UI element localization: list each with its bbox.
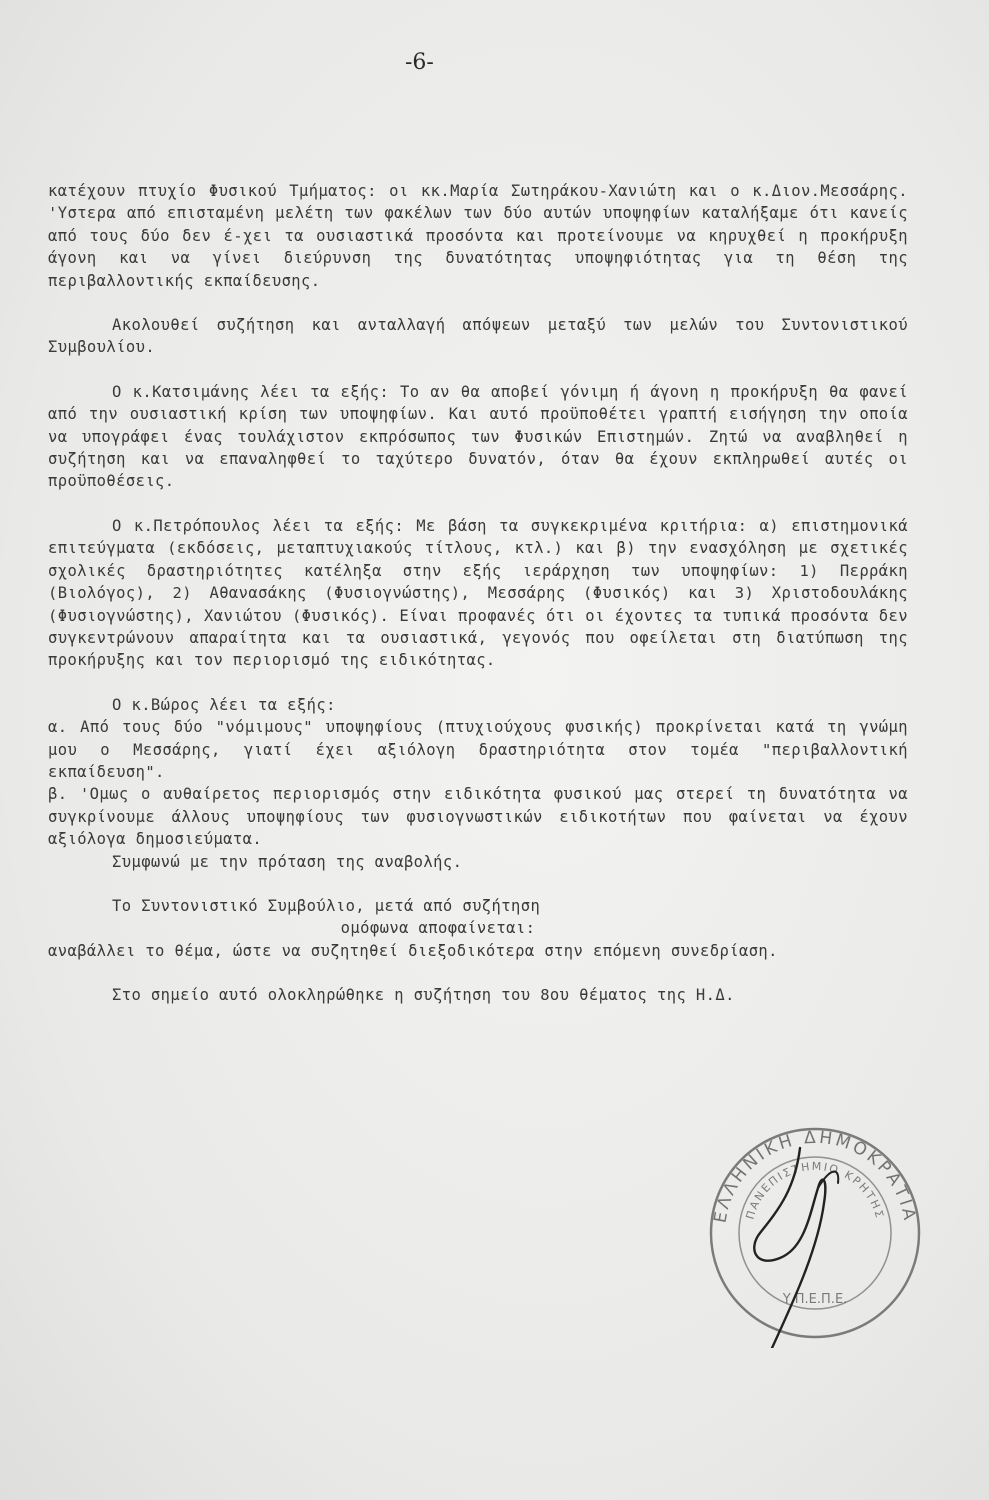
closing-statement: Στο σημείο αυτό ολοκληρώθηκε η συζήτηση του 8ου θέματος της Η.Δ. <box>112 986 735 1005</box>
document-body <box>48 180 908 1007</box>
official-stamp-with-signature <box>700 1118 930 1348</box>
council-statement: Το Συντονιστικό Συμβούλιο, μετά από συζήτηση <box>112 896 541 915</box>
council-unanimous: ομόφωνα αποφαίνεται: <box>340 919 536 938</box>
paragraph-petropoulos: Ο κ.Πετρόπουλος λέει τα εξής: Με βάση τα συγκεκριμένα κριτήρια: α) επιστημονικά επιτεύγματα (εκδόσεις, μεταπτυχιακούς τίτλους, κτλ.) και β) την ενασχόληση με σχετικές σχολικές δραστηριότητες κατέληξα στην εξής ιεράρχηση των υποψηφίων: 1) Περράκη (Βιολόγος), 2) Αθανασάκης (Φυσιογνώστης), Μεσσάρης (Φυσικός) και 3) Χριστοδουλάκης (Φυσιογνώστης), Χανιώτου (Φυσικός). Είναι προφανές ότι οι έχοντες τα τυπικά προσόντα δεν συγκεντρώνουν απαραίτητα και τα ουσιαστικά, γεγονός που οφείλεται στη διατύπωση της προκήρυξης και τον περιορισμό της ειδικότητας. <box>48 516 908 670</box>
council-decision: αναβάλλει το θέμα, ώστε να συζητηθεί διεξοδικότερα στην επόμενη συνεδρίαση. <box>48 941 778 960</box>
svg-text:ΠΑΝΕΠΙΣΤΗΜΙΟ ΚΡΗΤΗΣ: ΠΑΝΕΠΙΣΤΗΜΙΟ ΚΡΗΤΗΣ <box>743 1159 887 1221</box>
paragraph-voros-a: α. Από τους δύο "νόμιμους" υποψηφίους (πτυχιούχους φυσικής) προκρίνεται κατά τη γνώμη μου ο Μεσσάρης, γιατί έχει αξιόλογη δραστηριότητα στον τομέα "περιβαλλοντική εκπαίδευση". <box>48 718 908 781</box>
paragraph-katsimanis: Ο κ.Κατσιμάνης λέει τα εξής: Το αν θα αποβεί γόνιμη ή άγονη η προκήρυξη θα φανεί από την ουσιαστική κρίση των υποψηφίων. Και αυτό προϋποθέτει γραπτή εισήγηση την οποία να υπογράφει ένας τουλάχιστον εκπρόσωπος των Φυσικών Επιστημών. Ζητώ να αναβληθεί η συζήτηση και να επαναληφθεί το ταχύτερο δυνατόν, όταν θα έχουν εκπληρωθεί αυτές οι προϋποθέσεις. <box>48 382 908 491</box>
paragraph-discussion: Ακολουθεί συζήτηση και ανταλλαγή απόψεων μεταξύ των μελών του Συντονιστικού Συμβουλίου. <box>48 316 908 357</box>
page-number: -6- <box>405 50 434 75</box>
paragraph-physics-candidates: κατέχουν πτυχίο Φυσικού Τμήματος: οι κκ.Μαρία Σωτηράκου-Χανιώτη και ο κ.Διον.Μεσσάρης. 'Υστερα από επισταμένη μελέτη των φακέλων των δύο αυτών υποψηφίων καταλήξαμε ότι κανείς από τους δύο δεν έ-χει τα ουσιαστικά προσόντα και προτείνουμε να κηρυχθεί η προκήρυξη άγονη και να γίνει διεύρυνση της δυνατότητας υποψηφιότητας για τη θέση της περιβαλλοντικής εκπαίδευσης. <box>48 182 908 290</box>
paragraph-voros-b: β. 'Ομως ο αυθαίρετος περιορισμός στην ειδικότητα φυσικού μας στερεί τη δυνατότητα να συγκρίνουμε άλλους υποψηφίους των φυσιογνωστικών ειδικοτήτων που φαίνεται να έχουν αξιόλογα δημοσιεύματα. <box>48 785 908 849</box>
stamp-seal-icon <box>700 1118 930 1348</box>
paragraph-voros-intro: Ο κ.Βώρος λέει τα εξής: <box>112 695 336 714</box>
paragraph-voros-c: Συμφωνώ με την πρόταση της αναβολής. <box>112 852 463 871</box>
svg-text:ΕΛΛΗΝΙΚΗ ΔΗΜΟΚΡΑΤΙΑ: ΕΛΛΗΝΙΚΗ ΔΗΜΟΚΡΑΤΙΑ <box>710 1127 920 1225</box>
svg-text:Υ.Π.Ε.Π.Ε.: Υ.Π.Ε.Π.Ε. <box>782 1292 848 1307</box>
